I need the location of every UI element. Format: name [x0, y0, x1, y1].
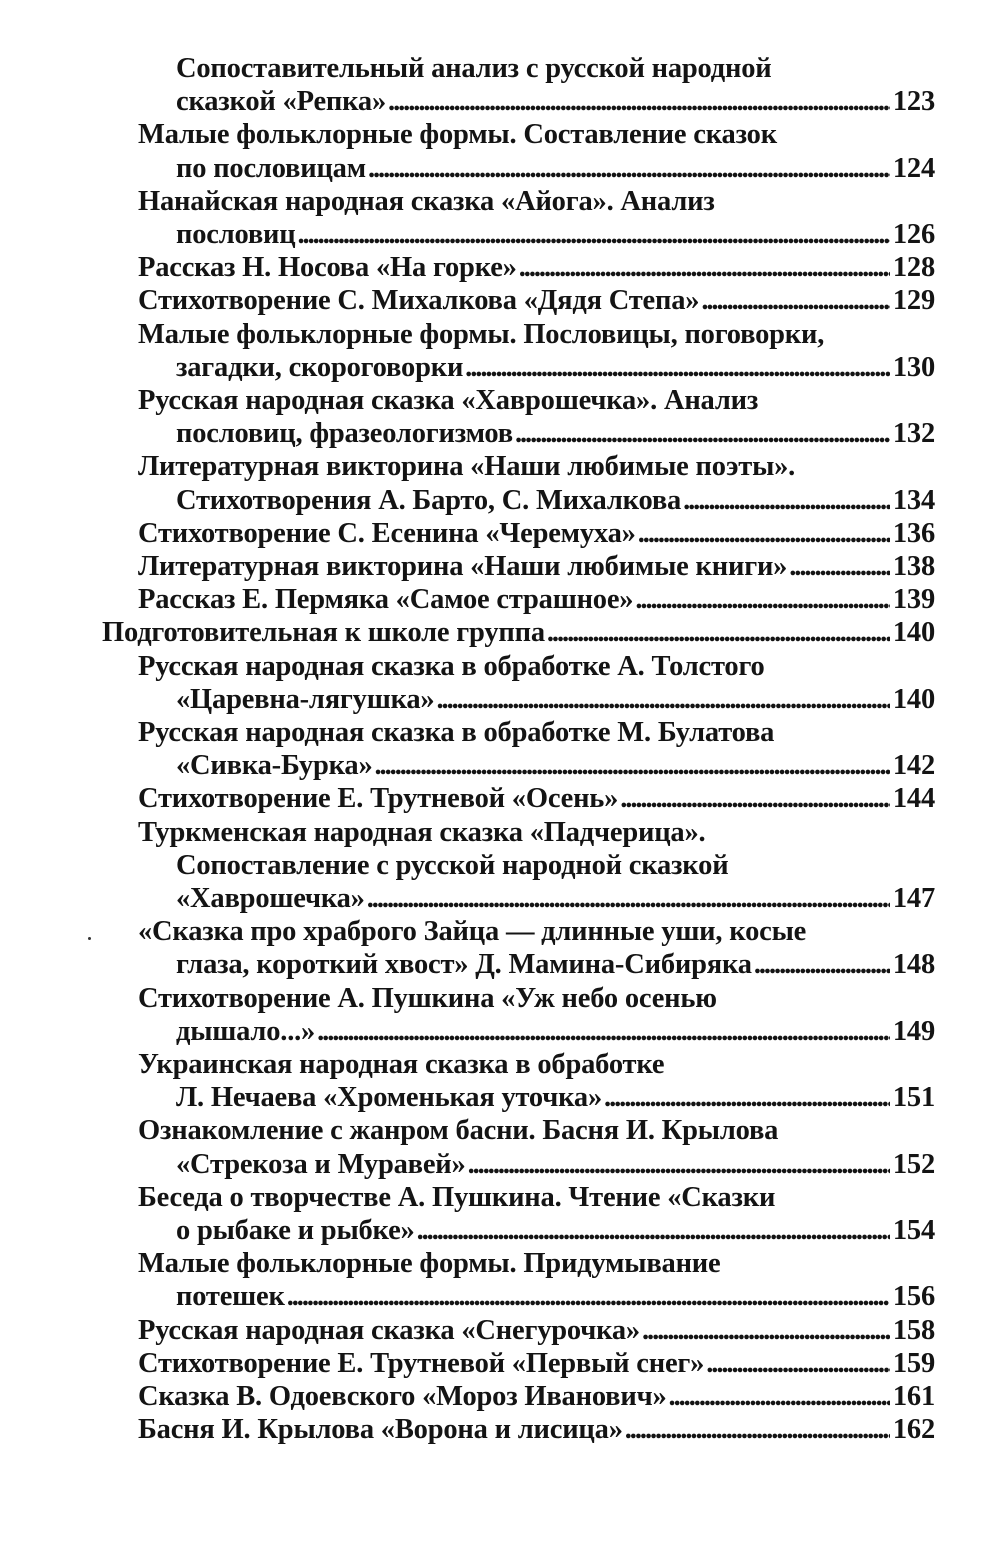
toc-page-number: 144	[892, 783, 935, 814]
toc-entry-text: Русская народная сказка в обработке А. Толстого	[138, 651, 765, 682]
toc-page-number: 162	[892, 1414, 935, 1445]
dot-leader	[620, 782, 890, 815]
dot-leader	[436, 683, 889, 716]
toc-entry-text: по пословицам	[176, 153, 366, 184]
dot-leader	[604, 1081, 890, 1114]
toc-page-number: 130	[892, 352, 935, 383]
toc-entry-text: «Хаврошечка»	[176, 883, 365, 914]
toc-entry-text: Сопоставительный анализ с русской народной	[176, 53, 772, 84]
toc-page-number: 136	[892, 518, 935, 549]
dot-leader	[638, 517, 890, 550]
dot-leader	[547, 616, 890, 649]
dot-leader	[297, 218, 889, 251]
dot-leader	[625, 1413, 890, 1446]
toc-page-number: 149	[892, 1016, 935, 1047]
toc-page-number: 128	[892, 252, 935, 283]
toc-entry-text: Малые фольклорные формы. Придумывание	[138, 1248, 721, 1279]
toc-entry-text: Рассказ Е. Пермяка «Самое страшное»	[138, 584, 634, 615]
toc-entry-text: глаза, короткий хвост» Д. Мамина-Сибиряка	[176, 949, 752, 980]
toc-entry-text: Литературная викторина «Наши любимые книги»	[138, 551, 788, 582]
toc-entry-text: Литературная викторина «Наши любимые поэты».	[138, 451, 796, 482]
toc-page-number: 142	[892, 750, 935, 781]
toc-page-number: 154	[892, 1215, 935, 1246]
toc-entry-text: Стихотворение Е. Трутневой «Первый снег»	[138, 1348, 705, 1379]
dot-leader	[789, 550, 890, 583]
toc-page-number: 148	[892, 949, 935, 980]
toc-entry-text: Туркменская народная сказка «Падчерица».	[138, 817, 706, 848]
toc-page-number: 156	[892, 1281, 935, 1312]
dot-leader	[287, 1280, 890, 1313]
toc-entry-text: пословиц	[176, 219, 296, 250]
toc-page-number: 132	[892, 418, 935, 449]
toc-entry-text: Басня И. Крылова «Ворона и лисица»	[138, 1414, 623, 1445]
toc-entry-text: «Сивка-Бурка»	[176, 750, 373, 781]
toc-entry-text: «Царевна-лягушка»	[176, 684, 435, 715]
toc-entry-text: Малые фольклорные формы. Пословицы, поговорки,	[138, 319, 825, 350]
toc-entry-text: Русская народная сказка в обработке М. Булатова	[138, 717, 775, 748]
scan-speck	[88, 937, 91, 940]
toc-page-number: 123	[892, 86, 935, 117]
toc-entry-text: загадки, скороговорки	[176, 352, 464, 383]
dot-leader	[642, 1314, 890, 1347]
toc-page-number: 152	[892, 1149, 935, 1180]
dot-leader	[669, 1380, 890, 1413]
toc-entry-text: Стихотворение А. Пушкина «Уж небо осенью	[138, 983, 717, 1014]
toc-entry-text: потешек	[176, 1281, 285, 1312]
toc-page-number: 158	[892, 1315, 935, 1346]
toc-page-number: 139	[892, 584, 935, 615]
dot-leader	[375, 749, 890, 782]
toc-entry-text: дышало...»	[176, 1016, 316, 1047]
dot-leader	[519, 251, 890, 284]
dot-leader	[683, 484, 890, 517]
dot-leader	[388, 85, 890, 118]
toc-entry-text: Русская народная сказка «Хаврошечка». Анализ	[138, 385, 759, 416]
toc-page-number: 134	[892, 485, 935, 516]
toc-entry-text: Беседа о творчестве А. Пушкина. Чтение «Сказки	[138, 1182, 776, 1213]
dot-leader	[465, 351, 890, 384]
toc-entry-text: Украинская народная сказка в обработке	[138, 1049, 665, 1080]
toc-page-number: 140	[892, 684, 935, 715]
toc-entry-text: Стихотворения А. Барто, С. Михалкова	[176, 485, 682, 516]
dot-leader	[367, 882, 890, 915]
toc-entry-text: пословиц, фразеологизмов	[176, 418, 513, 449]
toc-entry-text: Подготовительная к школе группа	[102, 617, 545, 648]
dot-leader	[368, 152, 890, 185]
toc-entry-text: Сказка В. Одоевского «Мороз Иванович»	[138, 1381, 667, 1412]
toc-entry-text: Сопоставление с русской народной сказкой	[176, 850, 729, 881]
toc-entry-text: Нанайская народная сказка «Айога». Анализ	[138, 186, 715, 217]
toc-entry-text: «Сказка про храброго Зайца — длинные уши, косые	[138, 916, 807, 947]
toc-entry-text: Рассказ Н. Носова «На горке»	[138, 252, 517, 283]
toc-page-number: 124	[892, 153, 935, 184]
toc-page-number: 140	[892, 617, 935, 648]
dot-leader	[754, 948, 890, 981]
dot-leader	[515, 417, 890, 450]
toc-page-number: 151	[892, 1082, 935, 1113]
dot-leader	[417, 1214, 890, 1247]
dot-leader	[317, 1015, 890, 1048]
toc-page-number: 138	[892, 551, 935, 582]
toc-entry-text: о рыбаке и рыбке»	[176, 1215, 415, 1246]
dot-leader	[701, 284, 890, 317]
toc-entry-text: «Стрекоза и Муравей»	[176, 1149, 466, 1180]
dot-leader	[468, 1148, 890, 1181]
toc-entry-text: Стихотворение С. Михалкова «Дядя Степа»	[138, 285, 700, 316]
toc-page-number: 161	[892, 1381, 935, 1412]
dot-leader	[706, 1347, 890, 1380]
toc-entry-text: Ознакомление с жанром басни. Басня И. Крылова	[138, 1115, 779, 1146]
toc-entry-text: сказкой «Репка»	[176, 86, 387, 117]
toc-page-number: 147	[892, 883, 935, 914]
toc-entry-text: Русская народная сказка «Снегурочка»	[138, 1315, 640, 1346]
toc-entry-text: Стихотворение С. Есенина «Черемуха»	[138, 518, 636, 549]
toc-entry-text: Малые фольклорные формы. Составление сказок	[138, 119, 777, 150]
toc-page-number: 129	[892, 285, 935, 316]
toc-entry-text: Стихотворение Е. Трутневой «Осень»	[138, 783, 619, 814]
toc-page-number: 159	[892, 1348, 935, 1379]
toc-entry-text: Л. Нечаева «Хроменькая уточка»	[176, 1082, 603, 1113]
dot-leader	[635, 583, 890, 616]
toc-page-number: 126	[892, 219, 935, 250]
